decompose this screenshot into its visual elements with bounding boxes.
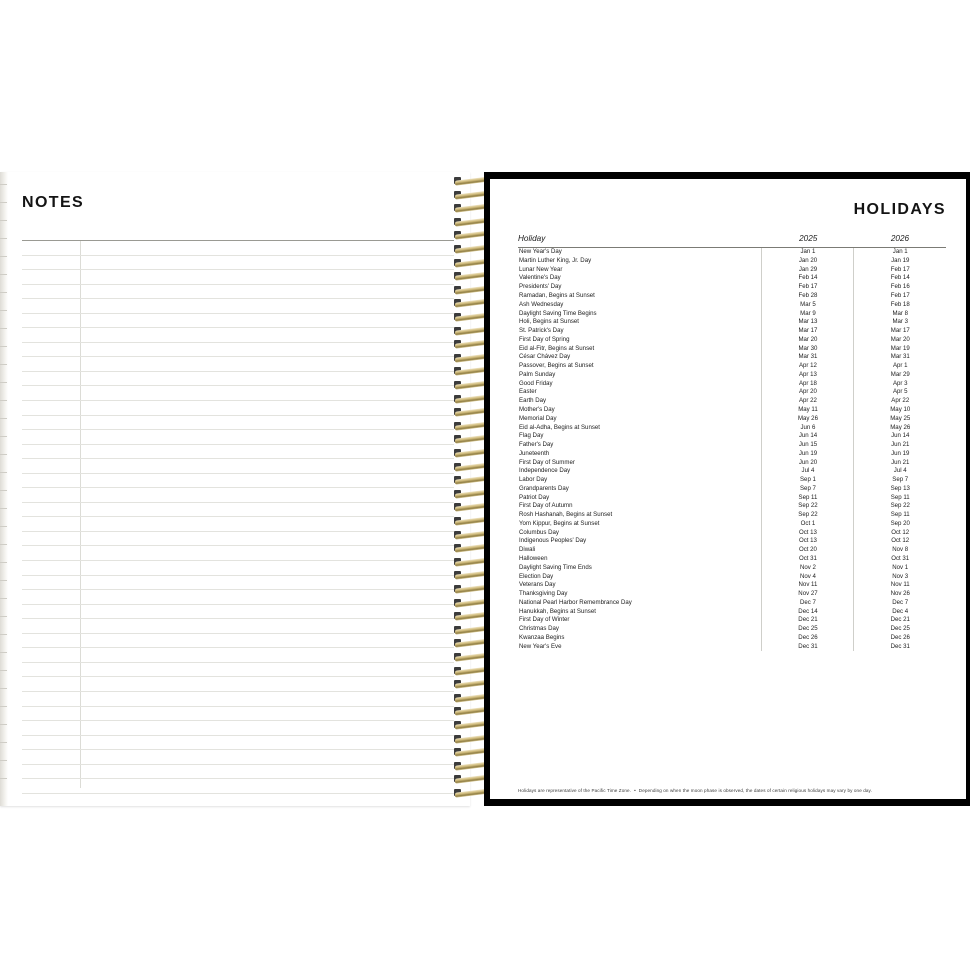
holiday-date-2025: Jun 19 <box>762 450 854 459</box>
holiday-date-2026: Apr 3 <box>892 379 908 387</box>
holiday-date-2026: Oct 31 <box>891 554 910 562</box>
notes-line[interactable] <box>22 386 454 401</box>
holiday-name: Labor Day <box>519 476 548 484</box>
page-edge-tick <box>0 742 7 743</box>
table-row <box>518 590 946 599</box>
holiday-date-2025: Oct 13 <box>762 537 854 546</box>
notes-line[interactable] <box>22 488 454 503</box>
table-row <box>518 362 946 371</box>
holiday-name: Mother's Day <box>519 405 555 413</box>
table-row <box>518 572 946 581</box>
holiday-date-2025: Mar 13 <box>762 318 854 327</box>
holiday-date-2025: Dec 31 <box>762 642 854 651</box>
page-edge-tick <box>0 400 7 401</box>
holiday-date-2025: Nov 2 <box>762 564 854 573</box>
holiday-date-2026: Jun 14 <box>891 432 910 440</box>
page-edge-tick <box>0 562 7 563</box>
holiday-name: Columbus Day <box>519 528 559 536</box>
table-row <box>518 502 946 511</box>
notes-line[interactable] <box>22 256 454 271</box>
holiday-date-2026: Mar 3 <box>892 318 909 326</box>
notes-line[interactable] <box>22 692 454 707</box>
holiday-name: Eid al-Fitr, Begins at Sunset <box>519 344 595 352</box>
holiday-name: Patriot Day <box>519 493 550 501</box>
table-row <box>518 406 946 415</box>
holiday-date-2026: Sep 22 <box>890 502 910 510</box>
holiday-date-2026: Jun 21 <box>891 441 910 449</box>
holiday-date-2026: Mar 19 <box>890 344 910 352</box>
holiday-date-2026: Feb 17 <box>890 292 910 300</box>
table-row <box>518 318 946 327</box>
holiday-date-2025: Oct 1 <box>762 520 854 529</box>
holiday-date-2025: Jun 20 <box>762 458 854 467</box>
page-edge-tick <box>0 472 7 473</box>
page-edge-tick <box>0 274 7 275</box>
holiday-date-2026: Feb 16 <box>890 283 910 291</box>
notes-line[interactable] <box>22 576 454 591</box>
holiday-date-2025: Jan 20 <box>762 257 854 266</box>
holiday-name: Daylight Saving Time Begins <box>519 309 597 317</box>
table-row <box>518 485 946 494</box>
holiday-name: Grandparents Day <box>519 484 569 492</box>
holiday-date-2025: Jun 6 <box>762 423 854 432</box>
holiday-date-2025: Oct 31 <box>762 555 854 564</box>
holiday-name: Ash Wednesday <box>519 300 564 308</box>
table-row <box>518 257 946 266</box>
notes-line[interactable] <box>22 270 454 285</box>
holiday-name: Ramadan, Begins at Sunset <box>519 292 595 300</box>
notes-line[interactable] <box>22 590 454 605</box>
holiday-name: Independence Day <box>519 467 571 475</box>
page-edge-tick <box>0 364 7 365</box>
holiday-date-2025: Nov 11 <box>762 581 854 590</box>
page-edge-tick <box>0 346 7 347</box>
holiday-date-2026: Apr 22 <box>891 397 910 405</box>
holiday-name: Hanukkah, Begins at Sunset <box>519 607 596 615</box>
page-edge-tick <box>0 238 7 239</box>
table-row <box>518 634 946 643</box>
holiday-date-2025: Dec 7 <box>762 599 854 608</box>
holiday-name: Daylight Saving Time Ends <box>519 563 592 571</box>
holiday-name: Election Day <box>519 572 554 580</box>
notes-line[interactable] <box>22 605 454 620</box>
table-row <box>518 248 946 257</box>
holiday-date-2026: Oct 12 <box>891 528 910 536</box>
table-row <box>518 441 946 450</box>
holiday-date-2026: Sep 11 <box>890 493 910 501</box>
table-row <box>518 353 946 362</box>
table-row <box>518 327 946 336</box>
holiday-date-2026: Jan 19 <box>891 256 910 264</box>
page-edge-tick <box>0 706 7 707</box>
holiday-name: National Pearl Harbor Remembrance Day <box>519 598 632 606</box>
table-row <box>518 344 946 353</box>
holiday-date-2025: Jan 1 <box>762 248 854 257</box>
page-edge-tick <box>0 580 7 581</box>
holiday-date-2025: May 11 <box>762 406 854 415</box>
notes-line[interactable] <box>22 503 454 518</box>
holiday-name: Easter <box>519 388 537 396</box>
notes-writing-area[interactable] <box>22 241 454 788</box>
page-edge-tick <box>0 778 7 779</box>
holidays-page <box>484 172 970 806</box>
holiday-date-2026: Mar 8 <box>892 309 909 317</box>
table-row <box>518 607 946 616</box>
holiday-name: New Year's Day <box>519 248 562 256</box>
page-edge-tick <box>0 526 7 527</box>
holiday-date-2025: Mar 30 <box>762 344 854 353</box>
holiday-name: First Day of Summer <box>519 458 575 466</box>
column-header-2026: 2026 <box>854 234 946 248</box>
notes-line[interactable] <box>22 430 454 445</box>
table-row <box>518 266 946 275</box>
holiday-name: Juneteenth <box>519 449 550 457</box>
notes-line[interactable] <box>22 721 454 736</box>
holiday-date-2025: Dec 14 <box>762 607 854 616</box>
holiday-date-2025: Jun 15 <box>762 441 854 450</box>
page-edge-tick <box>0 544 7 545</box>
holiday-date-2025: Jul 4 <box>762 467 854 476</box>
table-row <box>518 493 946 502</box>
holiday-name: Good Friday <box>519 379 553 387</box>
page-edge-tick <box>0 436 7 437</box>
table-row <box>518 458 946 467</box>
notes-line[interactable] <box>22 546 454 561</box>
holiday-name: First Day of Winter <box>519 616 570 624</box>
table-row <box>518 388 946 397</box>
page-edge-tick <box>0 508 7 509</box>
holiday-name: Thanksgiving Day <box>519 590 568 598</box>
holiday-name: Lunar New Year <box>519 265 563 273</box>
holiday-date-2025: Mar 17 <box>762 327 854 336</box>
page-edge-tick <box>0 598 7 599</box>
holidays-table-wrap <box>518 234 946 781</box>
table-row <box>518 537 946 546</box>
notes-line[interactable] <box>22 779 454 794</box>
page-edge-tick <box>0 382 7 383</box>
holiday-date-2025: Dec 26 <box>762 634 854 643</box>
notes-line[interactable] <box>22 241 454 256</box>
holiday-date-2025: Mar 31 <box>762 353 854 362</box>
table-row <box>518 581 946 590</box>
notes-line[interactable] <box>22 416 454 431</box>
notes-line[interactable] <box>22 328 454 343</box>
table-row <box>518 283 946 292</box>
holiday-date-2026: May 26 <box>890 423 911 431</box>
notes-line[interactable] <box>22 357 454 372</box>
page-edge-tick <box>0 670 7 671</box>
table-row <box>518 432 946 441</box>
holiday-date-2026: Apr 1 <box>892 362 908 370</box>
table-row <box>518 616 946 625</box>
holiday-date-2026: Apr 5 <box>892 388 908 396</box>
holiday-name: Christmas Day <box>519 625 559 633</box>
notes-line[interactable] <box>22 750 454 765</box>
holiday-date-2026: Oct 12 <box>891 537 910 545</box>
column-header-holiday: Holiday <box>518 234 762 248</box>
holiday-date-2025: Jun 14 <box>762 432 854 441</box>
footnote-text-1: Holidays are representative of the Pacific Time Zone. <box>518 788 632 793</box>
holiday-date-2025: Feb 14 <box>762 274 854 283</box>
table-row <box>518 292 946 301</box>
holiday-date-2025: Apr 18 <box>762 379 854 388</box>
notes-line[interactable] <box>22 299 454 314</box>
holiday-name: First Day of Spring <box>519 335 570 343</box>
holiday-date-2026: Feb 17 <box>890 265 910 273</box>
holiday-name: First Day of Autumn <box>519 502 573 510</box>
holiday-date-2026: Sep 7 <box>892 476 909 484</box>
holiday-date-2025: Sep 22 <box>762 502 854 511</box>
holiday-name: Flag Day <box>519 432 544 440</box>
holiday-name: Rosh Hashanah, Begins at Sunset <box>519 511 613 519</box>
notes-line[interactable] <box>22 561 454 576</box>
table-row <box>518 301 946 310</box>
page-edge-tick <box>0 328 7 329</box>
holiday-date-2026: Nov 8 <box>892 546 909 554</box>
holiday-name: Eid al-Adha, Begins at Sunset <box>519 423 600 431</box>
holiday-name: Palm Sunday <box>519 370 556 378</box>
holiday-date-2025: Mar 20 <box>762 336 854 345</box>
notes-line[interactable] <box>22 314 454 329</box>
table-row <box>518 625 946 634</box>
page-edge-tick <box>0 490 7 491</box>
notes-line[interactable] <box>22 445 454 460</box>
table-header-row <box>518 234 946 248</box>
holiday-date-2025: Feb 17 <box>762 283 854 292</box>
notes-line[interactable] <box>22 474 454 489</box>
notes-line[interactable] <box>22 401 454 416</box>
footnote <box>518 788 946 793</box>
holiday-name: Diwali <box>519 546 536 554</box>
page-edge-tick <box>0 202 7 203</box>
table-row <box>518 476 946 485</box>
page-edge-tick <box>0 256 7 257</box>
table-row <box>518 309 946 318</box>
holiday-date-2026: Jul 4 <box>893 467 907 475</box>
holiday-date-2025: Mar 5 <box>762 301 854 310</box>
holiday-date-2026: Dec 21 <box>890 616 910 624</box>
holiday-name: Holi, Begins at Sunset <box>519 318 579 326</box>
table-row <box>518 555 946 564</box>
holiday-date-2026: Sep 11 <box>890 511 910 519</box>
holiday-date-2026: Nov 26 <box>890 590 910 598</box>
table-row <box>518 336 946 345</box>
table-row <box>518 467 946 476</box>
page-edge-tick <box>0 616 7 617</box>
holiday-date-2025: Oct 13 <box>762 529 854 538</box>
holiday-date-2026: Dec 31 <box>890 642 910 650</box>
holiday-date-2026: Feb 14 <box>890 274 910 282</box>
holiday-date-2026: Jun 21 <box>891 458 910 466</box>
holiday-date-2025: Apr 12 <box>762 362 854 371</box>
notes-line[interactable] <box>22 517 454 532</box>
table-row <box>518 450 946 459</box>
notes-line[interactable] <box>22 343 454 358</box>
holiday-name: Kwanzaa Begins <box>519 633 565 641</box>
holiday-date-2025: Oct 20 <box>762 546 854 555</box>
holiday-date-2026: Jun 19 <box>891 449 910 457</box>
notes-line[interactable] <box>22 707 454 722</box>
table-row <box>518 379 946 388</box>
holiday-date-2025: Sep 22 <box>762 511 854 520</box>
table-row <box>518 529 946 538</box>
holiday-date-2026: Nov 1 <box>892 563 909 571</box>
page-edge-tick <box>0 688 7 689</box>
page-edge-tick <box>0 760 7 761</box>
holiday-date-2025: Apr 22 <box>762 397 854 406</box>
holiday-name: Yom Kippur, Begins at Sunset <box>519 519 600 527</box>
page-edge-tick <box>0 310 7 311</box>
page-edge-tick <box>0 634 7 635</box>
holiday-date-2025: Mar 9 <box>762 309 854 318</box>
holiday-date-2026: Mar 17 <box>890 327 910 335</box>
page-title: NOTES <box>22 194 85 211</box>
notes-line[interactable] <box>22 619 454 634</box>
holiday-name: Valentine's Day <box>519 274 561 282</box>
notes-line[interactable] <box>22 736 454 751</box>
table-row <box>518 599 946 608</box>
table-row <box>518 274 946 283</box>
holiday-date-2025: Apr 13 <box>762 371 854 380</box>
column-header-2025: 2025 <box>762 234 854 248</box>
holiday-date-2025: Dec 21 <box>762 616 854 625</box>
table-row <box>518 520 946 529</box>
page-edge-tick <box>0 724 7 725</box>
table-row <box>518 423 946 432</box>
holiday-date-2025: Nov 4 <box>762 572 854 581</box>
notes-line[interactable] <box>22 459 454 474</box>
holiday-date-2026: Nov 11 <box>890 581 910 589</box>
holiday-date-2026: May 25 <box>890 414 911 422</box>
holidays-table <box>518 234 946 651</box>
holiday-date-2026: Sep 13 <box>890 484 910 492</box>
holiday-date-2025: Feb 28 <box>762 292 854 301</box>
notes-line[interactable] <box>22 634 454 649</box>
page-title: HOLIDAYS <box>853 201 946 218</box>
holiday-name: Indigenous Peoples' Day <box>519 537 587 545</box>
holiday-name: Earth Day <box>519 397 547 405</box>
page-edge-tick <box>0 454 7 455</box>
notes-line[interactable] <box>22 663 454 678</box>
notes-line[interactable] <box>22 372 454 387</box>
holiday-date-2026: Dec 25 <box>890 625 910 633</box>
notes-line[interactable] <box>22 765 454 780</box>
holiday-name: César Chávez Day <box>519 353 571 361</box>
holiday-date-2025: Sep 7 <box>762 485 854 494</box>
holiday-date-2026: Sep 20 <box>890 519 910 527</box>
holiday-name: Memorial Day <box>519 414 557 422</box>
holiday-date-2026: Feb 18 <box>890 300 910 308</box>
table-row <box>518 564 946 573</box>
holiday-date-2025: Nov 27 <box>762 590 854 599</box>
table-row <box>518 371 946 380</box>
holiday-name: Passover, Begins at Sunset <box>519 362 594 370</box>
holiday-date-2026: Dec 7 <box>892 598 909 606</box>
table-row <box>518 415 946 424</box>
page-edge-tick <box>0 220 7 221</box>
page-edge-tick <box>0 184 7 185</box>
page-edge-shading <box>0 172 8 806</box>
footnote-separator: • <box>634 788 636 793</box>
holiday-name: Presidents' Day <box>519 283 562 291</box>
holiday-date-2025: Jan 29 <box>762 266 854 275</box>
table-row <box>518 511 946 520</box>
table-row <box>518 642 946 651</box>
holiday-date-2026: Mar 20 <box>890 335 910 343</box>
holiday-date-2025: Dec 25 <box>762 625 854 634</box>
holiday-date-2025: May 26 <box>762 415 854 424</box>
notes-page-surface <box>0 172 470 806</box>
holiday-name: St. Patrick's Day <box>519 327 564 335</box>
holiday-date-2026: Mar 29 <box>890 370 910 378</box>
holiday-date-2026: May 10 <box>890 405 911 413</box>
table-row <box>518 397 946 406</box>
notes-line[interactable] <box>22 285 454 300</box>
holiday-name: Veterans Day <box>519 581 556 589</box>
table-row <box>518 546 946 555</box>
notes-line[interactable] <box>22 532 454 547</box>
page-edge-tick <box>0 292 7 293</box>
holiday-date-2025: Sep 1 <box>762 476 854 485</box>
holiday-date-2026: Dec 4 <box>892 607 909 615</box>
holiday-date-2025: Apr 20 <box>762 388 854 397</box>
notes-line[interactable] <box>22 648 454 663</box>
holiday-date-2026: Dec 26 <box>890 633 910 641</box>
holiday-date-2026: Nov 3 <box>892 572 909 580</box>
holiday-name: Martin Luther King, Jr. Day <box>519 256 592 264</box>
footnote-text-2: Depending on when the moon phase is observed, the dates of certain religious holidays may vary by one day. <box>638 788 872 793</box>
notes-line[interactable] <box>22 677 454 692</box>
holiday-date-2026: Mar 31 <box>890 353 910 361</box>
holiday-name: New Year's Eve <box>519 642 562 650</box>
holiday-name: Father's Day <box>519 441 554 449</box>
holiday-date-2025: Sep 11 <box>762 493 854 502</box>
holidays-page-surface <box>490 179 966 799</box>
page-edge-tick <box>0 418 7 419</box>
holiday-name: Halloween <box>519 554 548 562</box>
notes-page <box>0 172 470 806</box>
holiday-date-2026: Jan 1 <box>892 248 908 256</box>
page-edge-tick <box>0 652 7 653</box>
